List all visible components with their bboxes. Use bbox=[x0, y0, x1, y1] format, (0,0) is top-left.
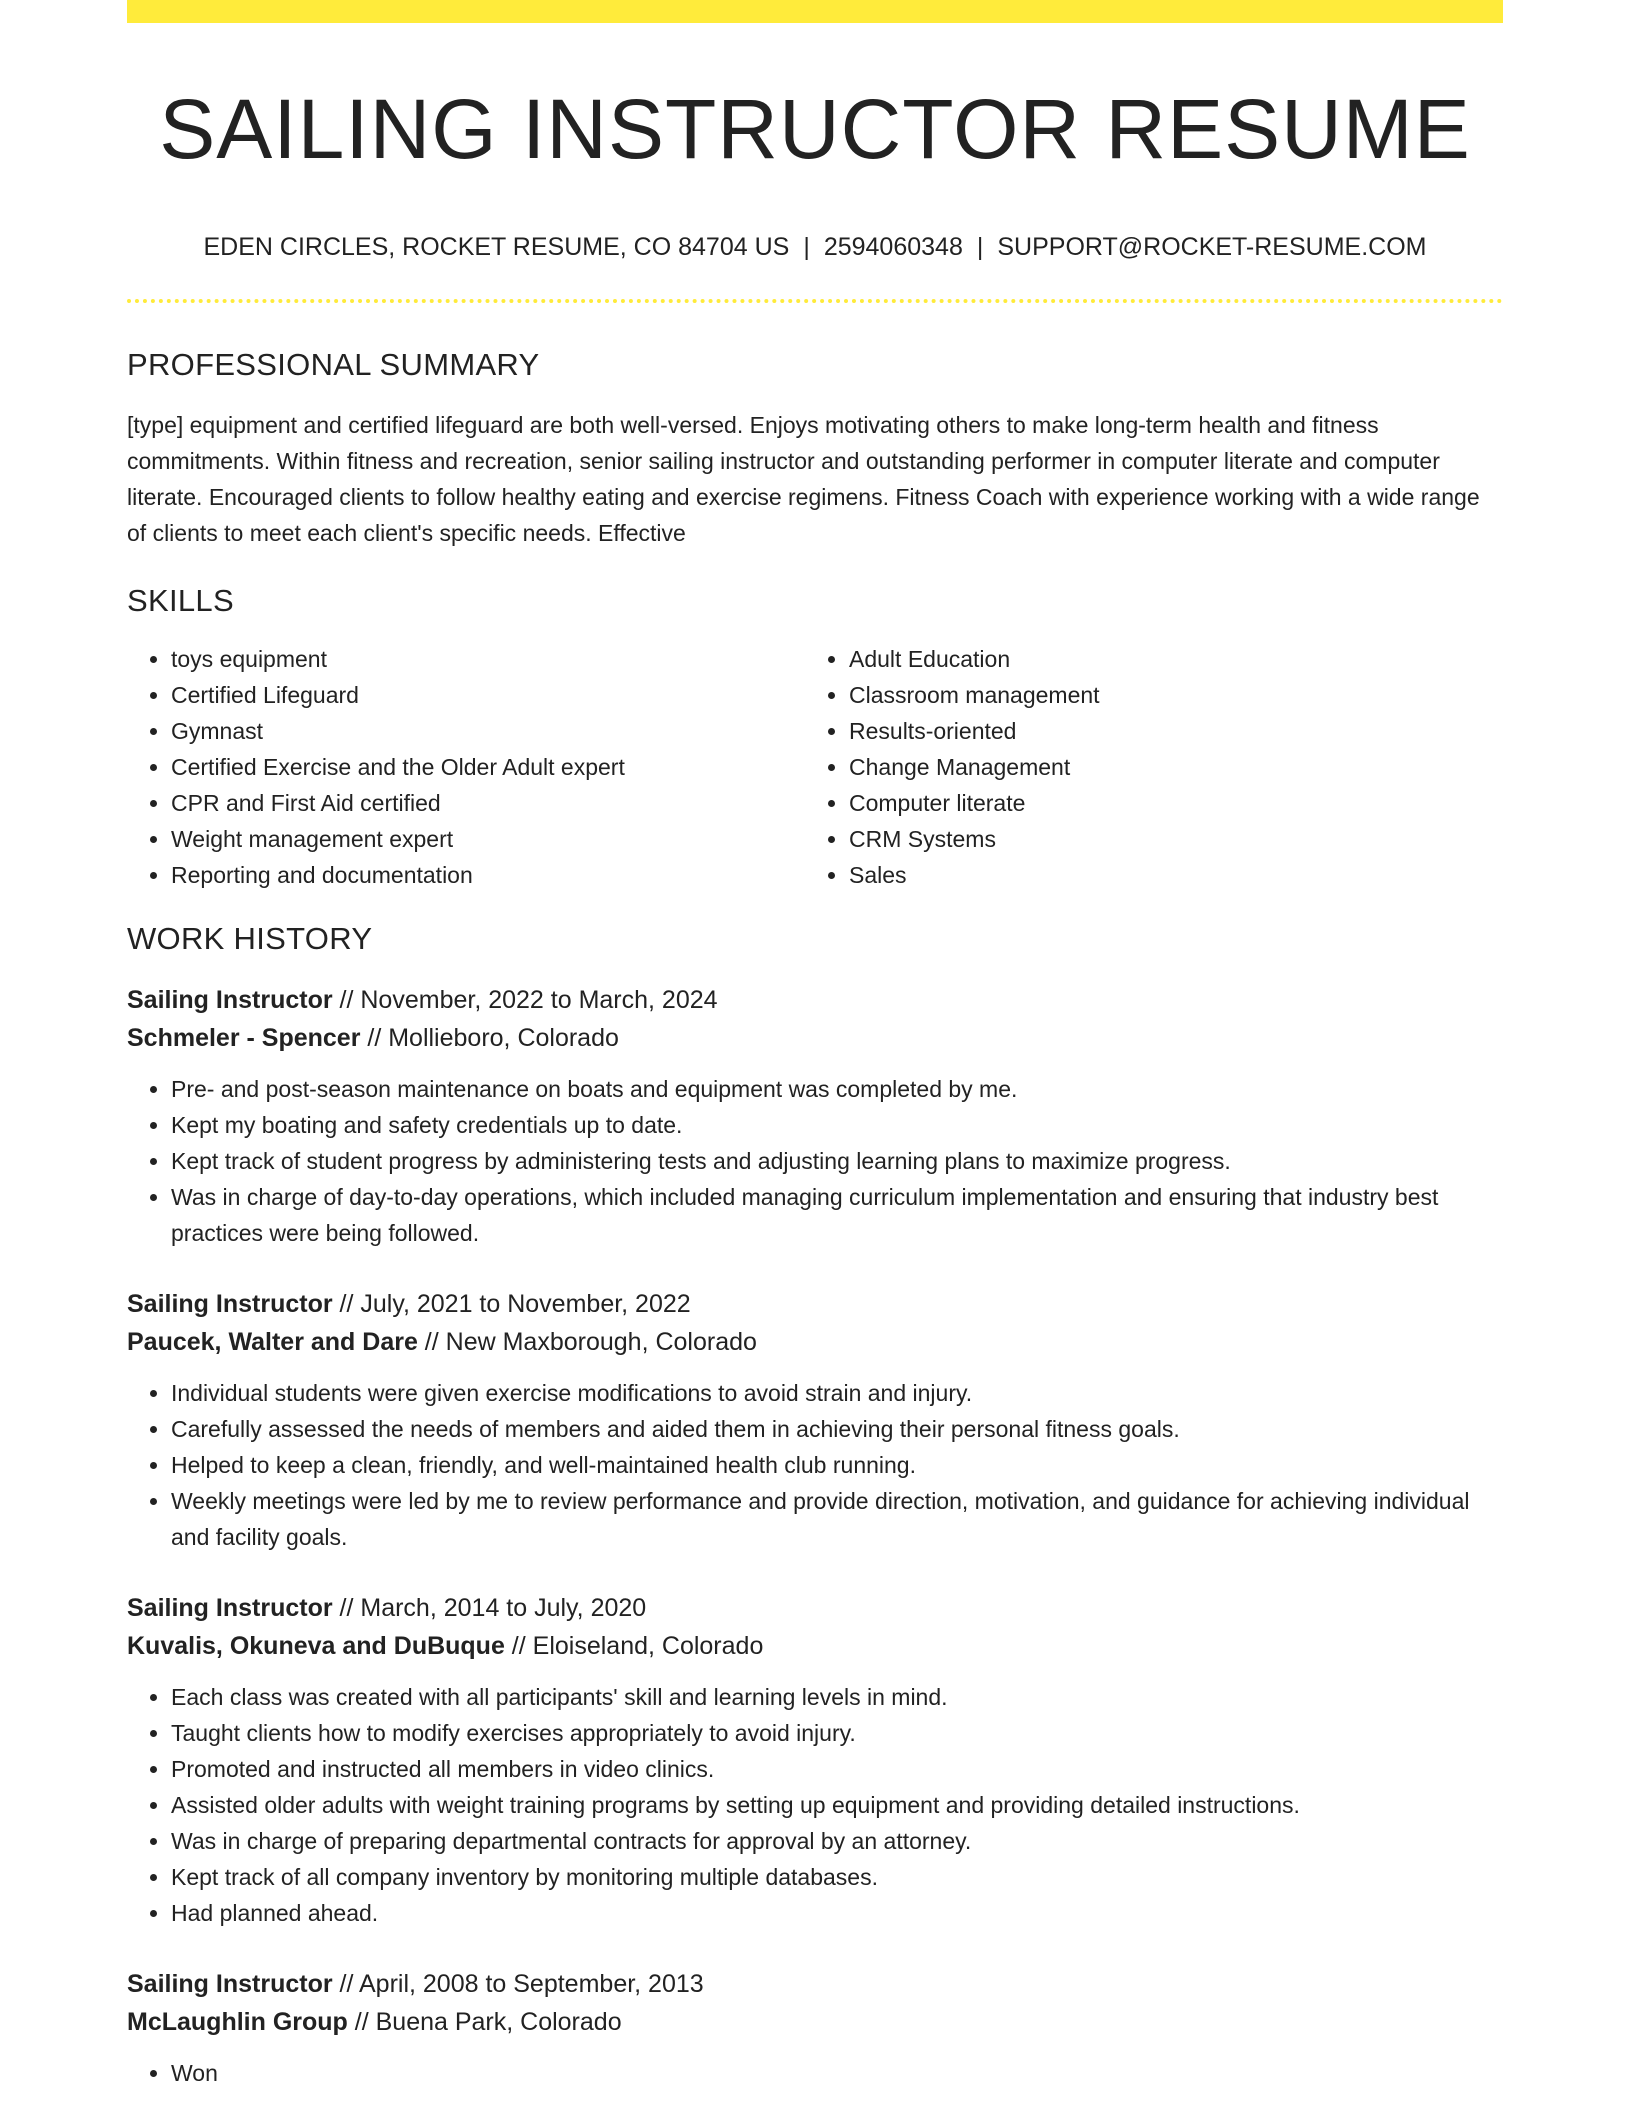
job-bullet: • Kept track of student progress by administering tests and adjusting learning plans to maximize progress. bbox=[171, 1143, 1503, 1179]
skill-item: • CRM Systems bbox=[849, 821, 1483, 857]
job-bullets bbox=[127, 1679, 1503, 1931]
job-title: Sailing Instructor bbox=[127, 1594, 333, 1622]
job-bullet: • Kept track of all company inventory by monitoring multiple databases. bbox=[171, 1859, 1503, 1895]
skill-item: • Results-oriented bbox=[849, 713, 1483, 749]
skill-item: • toys equipment bbox=[171, 641, 805, 677]
skill-item: • Classroom management bbox=[849, 677, 1483, 713]
job-location: // Eloiseland, Colorado bbox=[504, 1632, 764, 1660]
job-bullets bbox=[127, 2055, 1503, 2091]
job-title-line bbox=[127, 981, 1503, 1019]
job-title: Sailing Instructor bbox=[127, 1970, 333, 1998]
job-bullets bbox=[127, 1375, 1503, 1555]
accent-bar bbox=[127, 0, 1503, 23]
skill-item: • Gymnast bbox=[171, 713, 805, 749]
contact-line bbox=[127, 231, 1503, 263]
phone: 2594060348 bbox=[823, 233, 963, 261]
skills-heading: SKILLS bbox=[127, 583, 234, 618]
job-bullet: • Won bbox=[171, 2055, 1503, 2091]
resume-page bbox=[127, 0, 1503, 2091]
job-entry bbox=[127, 1965, 1503, 2091]
skill-item: • Computer literate bbox=[849, 785, 1483, 821]
summary-heading: PROFESSIONAL SUMMARY bbox=[127, 347, 540, 382]
job-company-line bbox=[127, 1627, 1503, 1665]
job-company: Paucek, Walter and Dare bbox=[127, 1328, 418, 1356]
dotted-divider bbox=[127, 299, 1503, 303]
job-company-line bbox=[127, 1019, 1503, 1057]
job-bullet: • Was in charge of preparing departmental contracts for approval by an attorney. bbox=[171, 1823, 1503, 1859]
job-location: // Buena Park, Colorado bbox=[347, 2008, 622, 2036]
job-title-line bbox=[127, 1285, 1503, 1323]
job-title-line bbox=[127, 1965, 1503, 2003]
email: SUPPORT@ROCKET-RESUME.COM bbox=[997, 233, 1427, 261]
work-history-heading: WORK HISTORY bbox=[127, 921, 373, 956]
job-bullet: • Had planned ahead. bbox=[171, 1895, 1503, 1931]
job-bullet: • Assisted older adults with weight training programs by setting up equipment and providing detailed instructions. bbox=[171, 1787, 1503, 1823]
skill-item: • Change Management bbox=[849, 749, 1483, 785]
job-bullet: • Was in charge of day-to-day operations, which included managing curriculum implementation and ensuring that industry best practices were being followed. bbox=[171, 1179, 1503, 1251]
job-bullet: • Weekly meetings were led by me to review performance and provide direction, motivation, and guidance for achieving individual and facility goals. bbox=[171, 1483, 1503, 1555]
job-bullets bbox=[127, 1071, 1503, 1251]
contact-separator: | bbox=[976, 233, 984, 261]
job-dates: // March, 2014 to July, 2020 bbox=[332, 1594, 647, 1622]
skill-item: • Reporting and documentation bbox=[171, 857, 805, 893]
summary-text: [type] equipment and certified lifeguard are both well-versed. Enjoys motivating others to make long-term health and fitness commitments. Within fitness and recreation, senior sailing instructor and outstanding performer in computer literate and computer literate. Encouraged clients to follow healthy eating and exercise regimens. Fitness Coach with experience working with a wide range of clients to meet each client's specific needs. Effective bbox=[127, 412, 1480, 546]
job-location: // Mollieboro, Colorado bbox=[360, 1024, 619, 1052]
skill-item: • Weight management expert bbox=[171, 821, 805, 857]
job-title: Sailing Instructor bbox=[127, 1290, 333, 1318]
job-bullet: • Taught clients how to modify exercises appropriately to avoid injury. bbox=[171, 1715, 1503, 1751]
job-location: // New Maxborough, Colorado bbox=[417, 1328, 757, 1356]
job-title-line bbox=[127, 1589, 1503, 1627]
skill-item: • Sales bbox=[849, 857, 1483, 893]
job-company-line bbox=[127, 2003, 1503, 2041]
skills-column-left bbox=[127, 641, 805, 893]
skill-item: • Certified Exercise and the Older Adult expert bbox=[171, 749, 805, 785]
job-dates: // April, 2008 to September, 2013 bbox=[332, 1970, 704, 1998]
job-entry bbox=[127, 1589, 1503, 1931]
skill-item: • Certified Lifeguard bbox=[171, 677, 805, 713]
job-title: Sailing Instructor bbox=[127, 986, 333, 1014]
job-bullet: • Carefully assessed the needs of members and aided them in achieving their personal fitness goals. bbox=[171, 1411, 1503, 1447]
job-dates: // July, 2021 to November, 2022 bbox=[332, 1290, 691, 1318]
address: EDEN CIRCLES, ROCKET RESUME, CO 84704 US bbox=[203, 233, 790, 261]
job-bullet: • Individual students were given exercise modifications to avoid strain and injury. bbox=[171, 1375, 1503, 1411]
job-bullet: • Kept my boating and safety credentials up to date. bbox=[171, 1107, 1503, 1143]
job-company: Schmeler - Spencer bbox=[127, 1024, 361, 1052]
job-bullet: • Helped to keep a clean, friendly, and well-maintained health club running. bbox=[171, 1447, 1503, 1483]
skills-list bbox=[127, 641, 1503, 893]
job-bullet: • Each class was created with all participants' skill and learning levels in mind. bbox=[171, 1679, 1503, 1715]
job-company: Kuvalis, Okuneva and DuBuque bbox=[127, 1632, 505, 1660]
skill-item: • CPR and First Aid certified bbox=[171, 785, 805, 821]
contact-separator: | bbox=[803, 233, 810, 261]
job-bullet: • Promoted and instructed all members in video clinics. bbox=[171, 1751, 1503, 1787]
page-title: SAILING INSTRUCTOR RESUME bbox=[159, 82, 1471, 176]
job-entry bbox=[127, 1285, 1503, 1555]
job-company-line bbox=[127, 1323, 1503, 1361]
job-entry bbox=[127, 981, 1503, 1251]
skills-column-right bbox=[805, 641, 1483, 893]
job-dates: // November, 2022 to March, 2024 bbox=[332, 986, 718, 1014]
job-company: McLaughlin Group bbox=[127, 2008, 348, 2036]
skill-item: • Adult Education bbox=[849, 641, 1483, 677]
job-bullet: • Pre- and post-season maintenance on boats and equipment was completed by me. bbox=[171, 1071, 1503, 1107]
